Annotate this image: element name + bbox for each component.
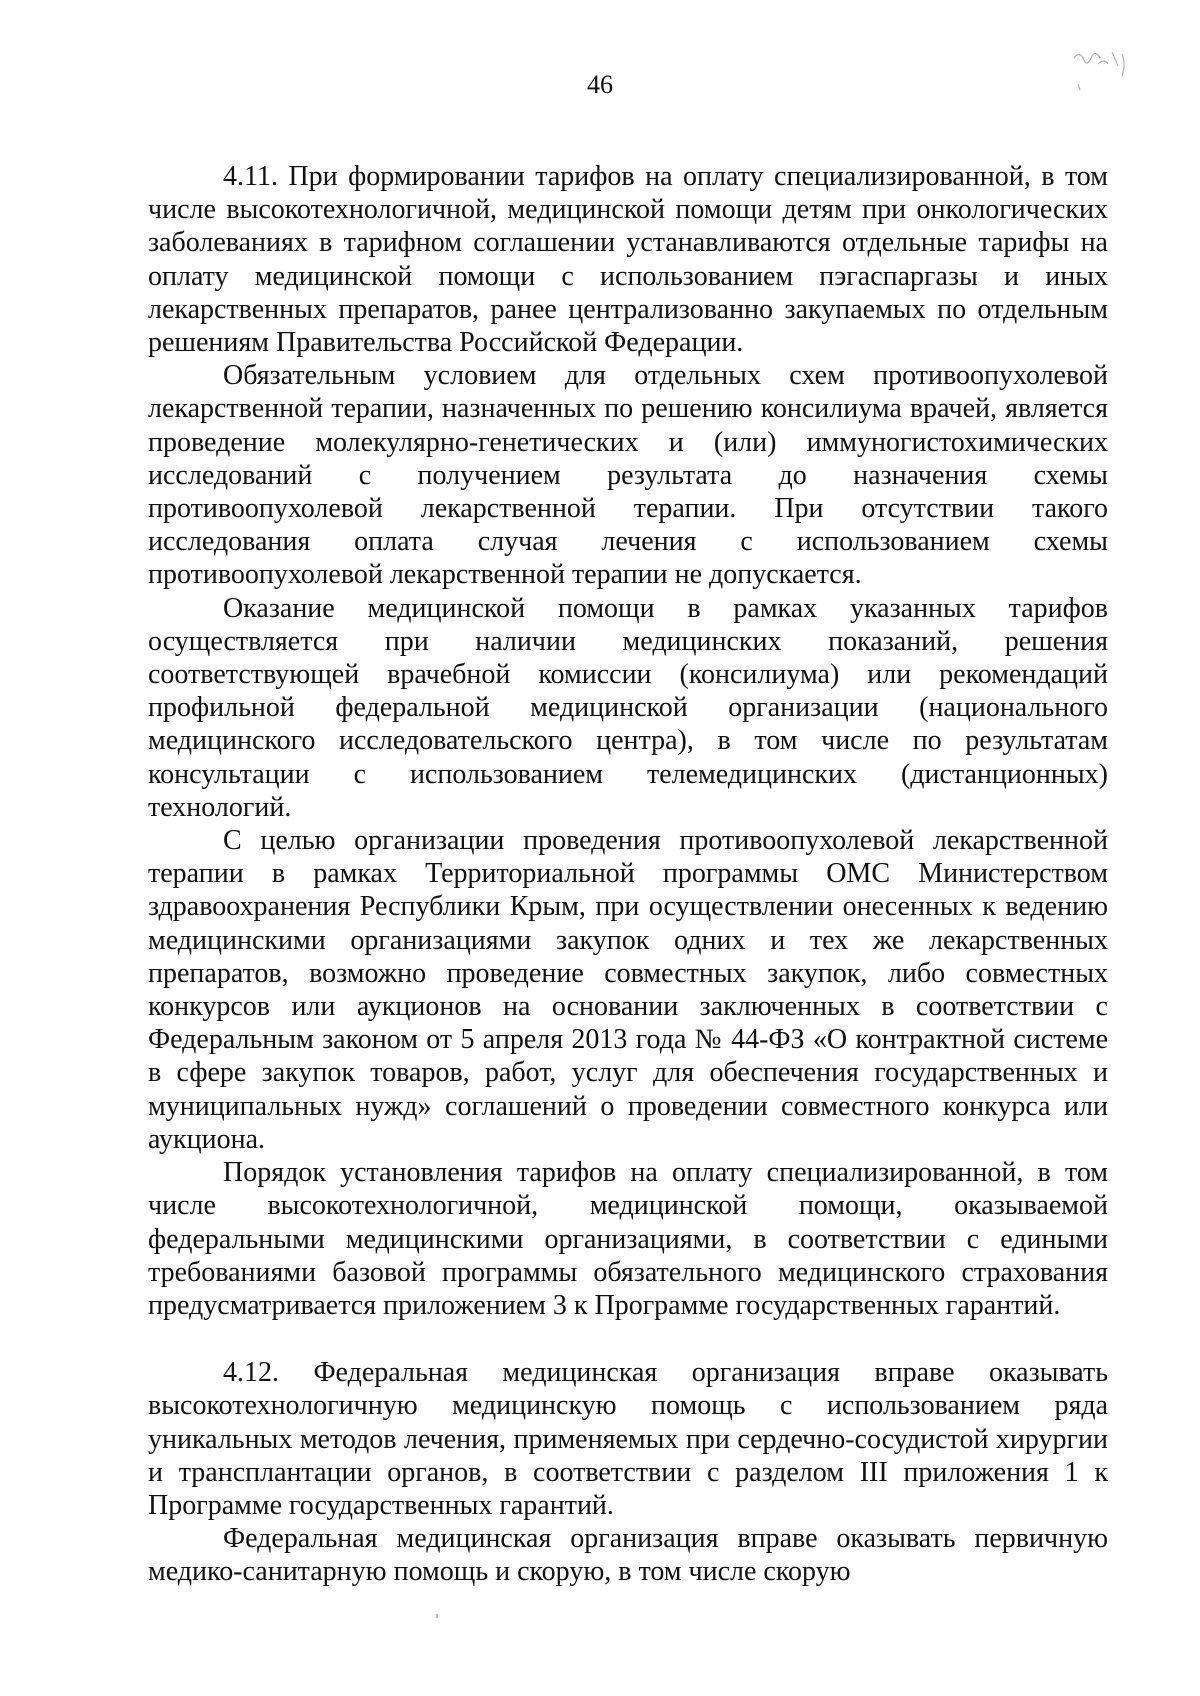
section-spacer <box>148 1322 1108 1356</box>
document-body <box>148 160 1108 1589</box>
scan-artifact <box>436 1614 438 1618</box>
paragraph-care-provision: Оказание медицинской помощи в рамках указанных тарифов осуществляется при наличии медицинских показаний, решения соответствующей врачебной комиссии (консилиума) или рекомендаций профильной федеральной медицинской организации (национального медицинского исследовательского центра), в том числе по результатам консультации с использованием телемедицинских (дистанционных) технологий. <box>148 592 1108 823</box>
paragraph-joint-procurement: С целью организации проведения противоопухолевой лекарственной терапии в рамках Территориальной программы ОМС Министерством здравоохранения Республики Крым, при осуществлении онесенных к ведению медицинскими организациями закупок одних и тех же лекарственных препаратов, возможно проведение совместных закупок, либо совместных конкурсов или аукционов на основании заключенных в соответствии с Федеральным законом от 5 апреля 2013 года № 44-ФЗ «О контрактной системе в сфере закупок товаров, работ, услуг для обеспечения государственных и муниципальных нужд» соглашений о проведении совместного конкурса или аукциона. <box>148 825 1108 1155</box>
paragraph-4-11: 4.11. При формировании тарифов на оплату специализированной, в том числе высокотехнологичной, медицинской помощи детям при онкологических заболеваниях в тарифном соглашении устанавливаются отдельные тарифы на оплату медицинской помощи с использованием пэгаспаргазы и иных лекарственных препаратов, ранее централизованно закупаемых по отдельным решениям Правительства Российской Федерации. <box>148 161 1108 359</box>
paragraph-mandatory-condition: Обязательным условием для отдельных схем противоопухолевой лекарственной терапии, назначенных по решению консилиума врачей, является проведение молекулярно-генетических и (или) иммуногистохимических исследований с получением результата до назначения схемы противоопухолевой лекарственной терапии. При отсутствии такого исследования оплата случая лечения с использованием схемы противоопухолевой лекарственной терапии не допускается. <box>148 360 1108 591</box>
handwritten-mark <box>1068 44 1138 104</box>
paragraph-primary-care: Федеральная медицинская организация вправе оказывать первичную медико-санитарную помощь и скорую, в том числе скорую <box>148 1523 1108 1588</box>
paragraph-4-12: 4.12. Федеральная медицинская организация вправе оказывать высокотехнологичную медицинскую помощь с использованием ряда уникальных методов лечения, применяемых при сердечно-сосудистой хирургии и трансплантации органов, в соответствии с разделом III приложения 1 к Программе государственных гарантий. <box>148 1357 1108 1521</box>
page-number: 46 <box>587 70 613 99</box>
paragraph-tariff-procedure: Порядок установления тарифов на оплату специализированной, в том числе высокотехнологичной, медицинской помощи, оказываемой федеральными медицинскими организациями, в соответствии с едиными требованиями базовой программы обязательного медицинского страхования предусматривается приложением 3 к Программе государственных гарантий. <box>148 1157 1108 1321</box>
